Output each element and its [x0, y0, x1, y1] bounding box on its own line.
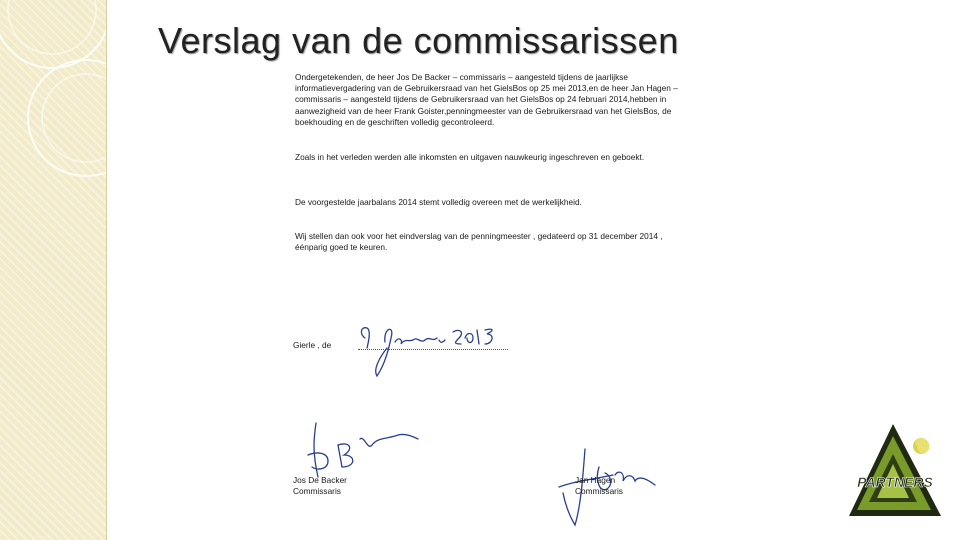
signatory-1-name: Jos De Backer	[293, 475, 347, 485]
paragraph-statement: Ondergetekenden, de heer Jos De Backer – commissaris – aangesteld tijdens de jaarlijkse informatievergadering van de Gebruikersraad van het GielsBos op 25 mei 2013,en de heer Jan Hagen – commissaris – aangesteld tijdens de Gebruikersraad van het GielsBos op 24 februari 2014,hebben in aanwezigheid van de heer Frank Goister,penningmeester van de Gebruikersraad van het GielsBos, de boekhouding en de geschriften volledig gecontroleerd.	[295, 72, 678, 127]
sidebar-ornament	[0, 0, 106, 540]
decorative-sidebar	[0, 0, 107, 540]
signatory-1-role: Commissaris	[293, 486, 341, 496]
signatory-1	[293, 475, 347, 497]
place-date-prefix: Gierle , de	[293, 340, 332, 350]
slide-title: Verslag van de commissarissen	[158, 20, 679, 61]
signatory-2-role: Commissaris	[575, 486, 623, 496]
paragraph-income: Zoals in het verleden werden alle inkomsten en uitgaven nauwkeurig ingeschreven en geboekt.	[295, 152, 645, 162]
logo-text: PARTNERS	[857, 474, 933, 490]
partners-logo	[845, 420, 945, 520]
paragraph-balance: De voorgestelde jaarbalans 2014 stemt volledig overeen met de werkelijkheid.	[295, 197, 582, 207]
signatory-2-name: Jan Hagen	[575, 475, 616, 485]
signatory-2	[575, 475, 623, 497]
handwritten-date	[355, 318, 515, 378]
paragraph-approval: Wij stellen dan ook voor het eindverslag van de penningmeester , gedateerd op 31 december 2014 , éénparig goed te keuren.	[295, 231, 663, 253]
